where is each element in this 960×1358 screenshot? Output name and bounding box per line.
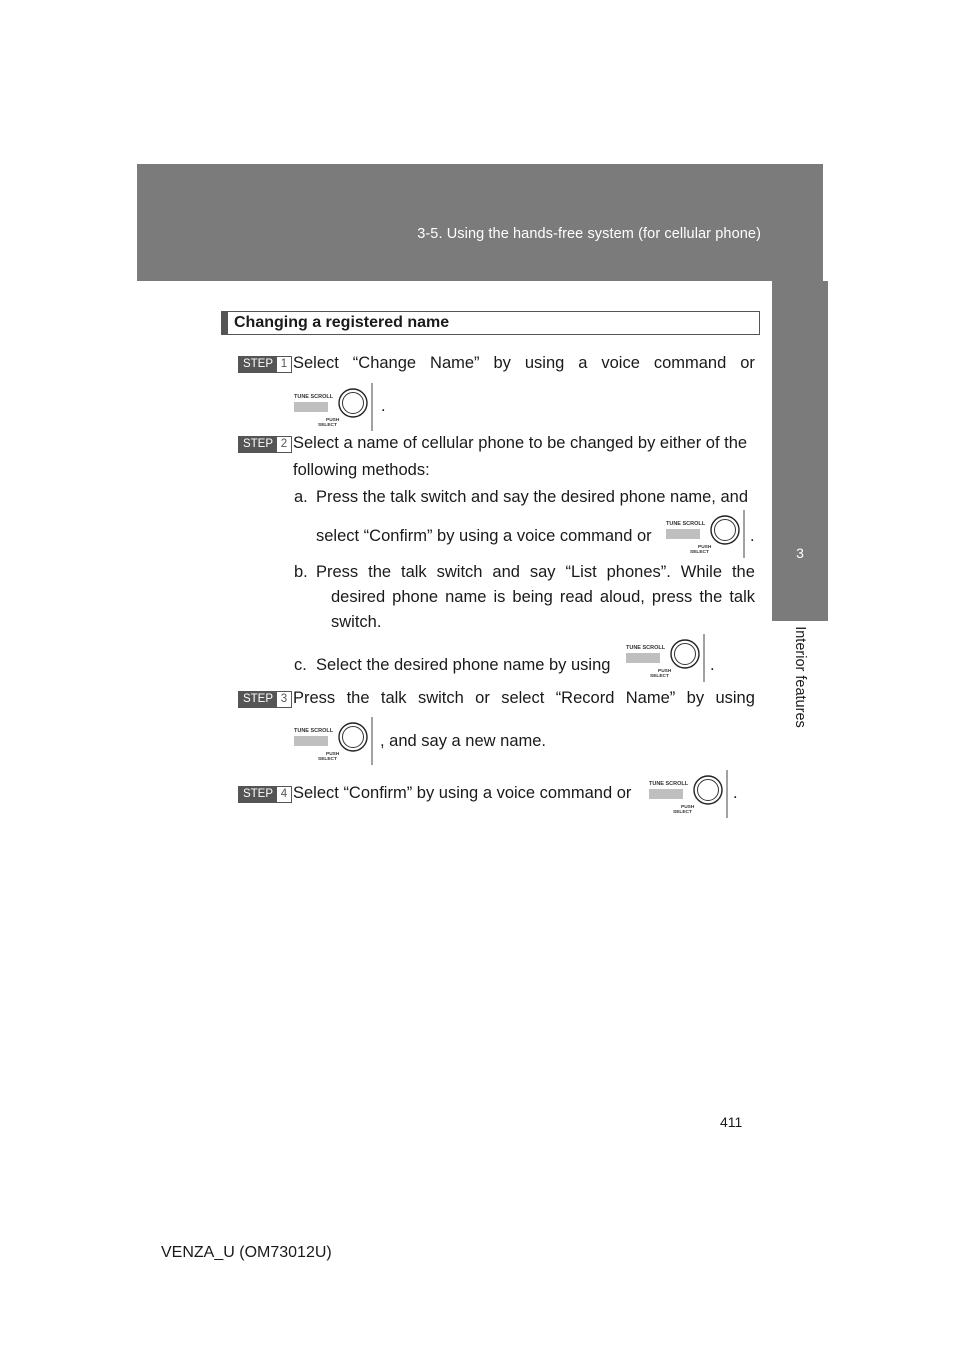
svg-text:SELECT: SELECT [673, 810, 692, 815]
svg-text:SELECT: SELECT [318, 423, 337, 428]
step-4-badge: STEP 4 [238, 786, 292, 803]
svg-text:TUNE SCROLL: TUNE SCROLL [294, 728, 334, 734]
chapter-title: 3-5. Using the hands-free system (for cellular phone) [417, 226, 761, 242]
method-a-period: . [750, 527, 755, 545]
section-title: Changing a registered name [234, 314, 450, 331]
section-heading [221, 311, 760, 335]
method-a-line2: select “Confirm” by using a voice command or [316, 527, 652, 545]
svg-text:TUNE SCROLL: TUNE SCROLL [666, 521, 706, 527]
svg-text:TUNE SCROLL: TUNE SCROLL [626, 645, 666, 651]
tune-scroll-knob-icon [288, 383, 374, 431]
chapter-tab [772, 281, 828, 621]
svg-text:SELECT: SELECT [650, 674, 669, 679]
method-c-period: . [710, 656, 715, 674]
method-b-label: b. [294, 563, 308, 581]
svg-text:PUSH: PUSH [326, 418, 340, 423]
method-a-line1: Press the talk switch and say the desired phone name, and [316, 488, 749, 506]
step-1-text: Select “Change Name” by using a voice command or [293, 354, 755, 372]
svg-text:SELECT: SELECT [690, 550, 709, 555]
step-2-text-line2: following methods: [293, 461, 430, 479]
step-3-badge: STEP 3 [238, 691, 292, 708]
method-b-line2: desired phone name is being read aloud, press the talk [331, 588, 755, 606]
header-band [137, 164, 823, 281]
step-2-badge: STEP 2 [238, 436, 292, 453]
step-1-period: . [381, 397, 386, 415]
tune-scroll-knob-icon [288, 717, 374, 765]
svg-text:TUNE SCROLL: TUNE SCROLL [649, 781, 689, 787]
step-3-after-knob: , and say a new name. [380, 732, 547, 750]
svg-text:SELECT: SELECT [318, 757, 337, 762]
step-2-text-line1: Select a name of cellular phone to be changed by either of the [293, 434, 748, 452]
step-4-text: Select “Confirm” by using a voice command or [293, 784, 632, 802]
tune-scroll-knob-icon [643, 770, 729, 818]
page-number: 411 [720, 1114, 743, 1130]
svg-text:TUNE SCROLL: TUNE SCROLL [294, 394, 334, 400]
step-3-text: Press the talk switch or select “Record Name” by using [293, 689, 755, 707]
chapter-number: 3 [796, 545, 804, 561]
svg-text:PUSH: PUSH [681, 805, 695, 810]
method-b-line3: switch. [331, 613, 382, 631]
method-b-line1: Press the talk switch and say “List phones”. While the [316, 563, 755, 581]
model-code: VENZA_U (OM73012U) [161, 1244, 332, 1261]
method-c-line1: Select the desired phone name by using [316, 656, 611, 674]
method-c-label: c. [294, 656, 307, 674]
tune-scroll-knob-icon [620, 634, 706, 682]
tune-scroll-knob-icon [660, 510, 746, 558]
step-1-badge: STEP 1 [238, 356, 292, 373]
svg-text:PUSH: PUSH [658, 669, 672, 674]
chapter-tab-label: Interior features [792, 626, 808, 728]
step-4-period: . [733, 784, 738, 802]
svg-text:PUSH: PUSH [326, 752, 340, 757]
svg-text:PUSH: PUSH [698, 545, 712, 550]
method-a-label: a. [294, 488, 308, 506]
section-heading-bar [222, 312, 228, 334]
